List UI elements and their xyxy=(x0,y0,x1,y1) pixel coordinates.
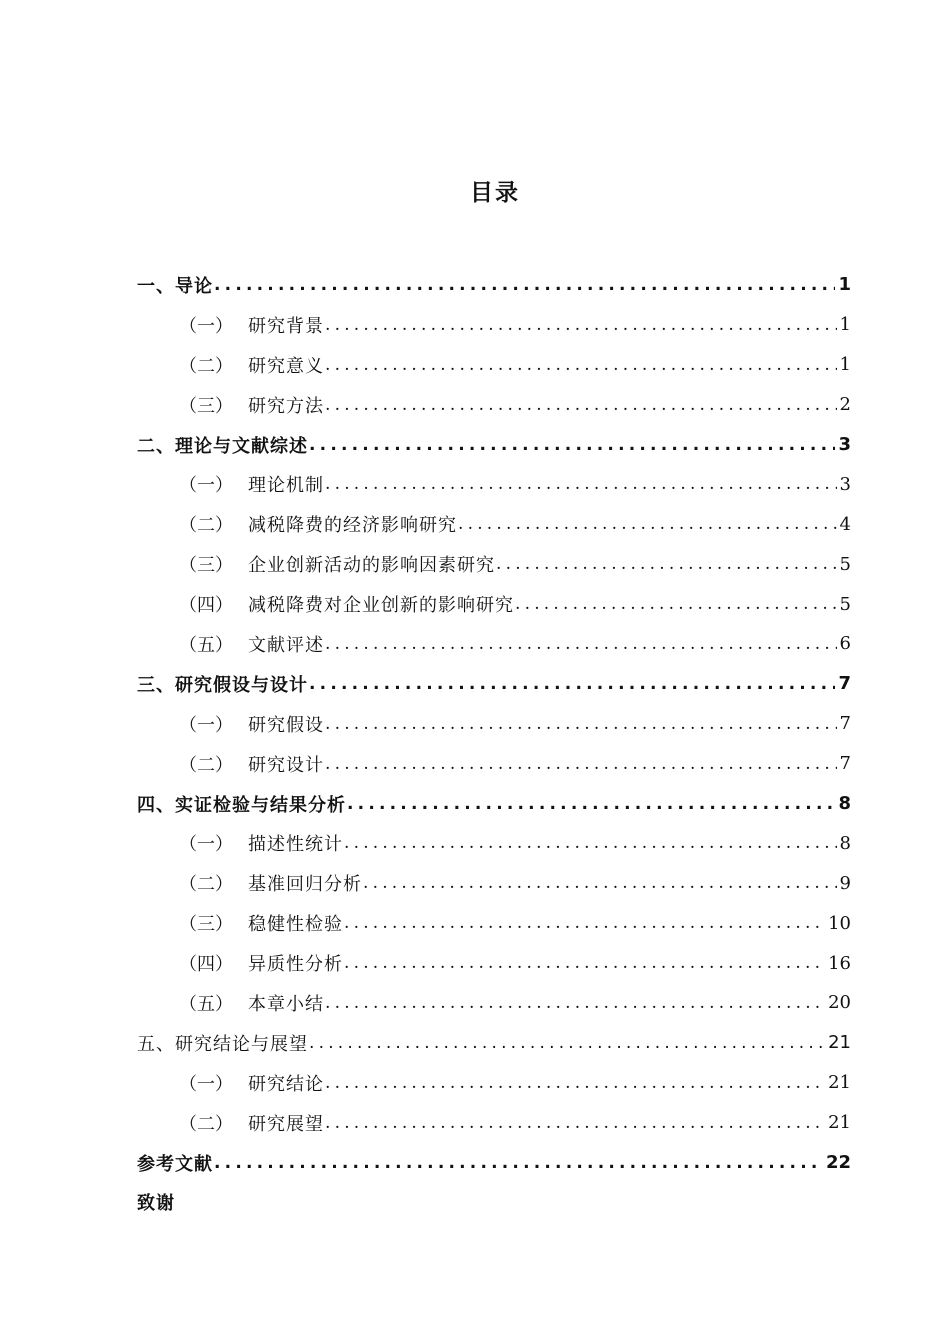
toc-entry-label: 描述性统计 xyxy=(248,834,343,856)
toc-section-number: （二） xyxy=(179,874,233,896)
toc-entry-label: 二、理论与文献综述 xyxy=(137,435,308,457)
toc-entry-section[interactable] xyxy=(137,584,851,624)
toc-entry-section[interactable] xyxy=(137,305,851,345)
toc-page-number: 4 xyxy=(839,513,851,535)
toc-page-number: 21 xyxy=(828,1112,851,1134)
toc-section-number: （一） xyxy=(179,714,233,736)
dot-leader xyxy=(347,794,835,814)
toc-entry-section[interactable] xyxy=(137,464,851,504)
toc-entry-label: 一、导论 xyxy=(137,275,213,297)
dot-leader xyxy=(214,275,835,295)
toc-page-number: 9 xyxy=(839,872,851,894)
toc-entry-section[interactable] xyxy=(137,943,851,983)
toc-page-number: 8 xyxy=(839,832,851,854)
toc-entry-label: 研究背景 xyxy=(248,315,324,337)
toc-entry-label: 稳健性检验 xyxy=(248,914,343,936)
toc-entry-section[interactable] xyxy=(137,345,851,385)
dot-leader xyxy=(363,873,837,893)
toc-entry-section[interactable] xyxy=(137,983,851,1023)
toc-section-number: （三） xyxy=(179,555,233,577)
toc-page-number: 5 xyxy=(839,593,851,615)
toc-page-number: 3 xyxy=(839,473,851,495)
page-title: 目录 xyxy=(470,180,520,206)
dot-leader xyxy=(344,913,825,933)
toc-entry-section[interactable] xyxy=(137,1063,851,1103)
dot-leader xyxy=(325,634,837,654)
toc-page-number: 16 xyxy=(828,952,851,974)
toc-entry-label: 致谢 xyxy=(137,1193,175,1215)
toc-entry-label: 研究结论 xyxy=(248,1073,324,1095)
toc-entry-label: 基准回归分析 xyxy=(248,874,362,896)
dot-leader xyxy=(325,1113,825,1133)
toc-entry-section[interactable] xyxy=(137,1103,851,1143)
toc-entry-section[interactable] xyxy=(137,504,851,544)
toc-page-number: 6 xyxy=(839,633,851,655)
toc-entry-section[interactable] xyxy=(137,385,851,425)
dot-leader xyxy=(344,953,825,973)
toc-entry-label: 研究假设 xyxy=(248,714,324,736)
toc-entry-label: 文献评述 xyxy=(248,634,324,656)
toc-page-number: 7 xyxy=(839,753,851,775)
dot-leader xyxy=(309,435,835,455)
toc-entry-acknowledgements[interactable] xyxy=(137,1182,851,1222)
dot-leader xyxy=(325,395,837,415)
toc-entry-chapter-4[interactable] xyxy=(137,784,851,824)
dot-leader xyxy=(515,594,837,614)
dot-leader xyxy=(325,474,837,494)
toc-entry-chapter-1[interactable] xyxy=(137,265,851,305)
toc-entry-label: 三、研究假设与设计 xyxy=(137,674,308,696)
toc-page-number: 22 xyxy=(825,1152,851,1174)
toc-entry-label: 减税降费对企业创新的影响研究 xyxy=(248,595,514,617)
toc-entry-label: 企业创新活动的影响因素研究 xyxy=(248,555,495,577)
toc-entry-section[interactable] xyxy=(137,624,851,664)
toc-entry-label: 理论机制 xyxy=(248,475,324,497)
toc-page-number: 1 xyxy=(839,314,851,336)
toc-page-number: 7 xyxy=(838,673,851,695)
toc-section-number: （二） xyxy=(179,355,233,377)
dot-leader xyxy=(309,674,835,694)
toc-entry-label: 本章小结 xyxy=(248,993,324,1015)
toc-section-number: （四） xyxy=(179,595,233,617)
toc-section-number: （一） xyxy=(179,315,233,337)
toc-page-number: 7 xyxy=(839,713,851,735)
dot-leader xyxy=(309,1033,825,1053)
toc-entry-section[interactable] xyxy=(137,863,851,903)
dot-leader xyxy=(344,833,837,853)
toc-page-number: 2 xyxy=(839,394,851,416)
toc-page-number: 8 xyxy=(838,793,851,815)
toc-section-number: （二） xyxy=(179,1113,233,1135)
toc-entry-section[interactable] xyxy=(137,823,851,863)
dot-leader xyxy=(325,993,825,1013)
toc-entry-label: 五、研究结论与展望 xyxy=(137,1033,308,1055)
dot-leader xyxy=(496,554,837,574)
toc-entry-section[interactable] xyxy=(137,704,851,744)
toc-section-number: （一） xyxy=(179,1073,233,1095)
toc-page-number: 21 xyxy=(828,1072,851,1094)
toc-entry-label: 研究设计 xyxy=(248,754,324,776)
toc-entry-chapter-3[interactable] xyxy=(137,664,851,704)
dot-leader xyxy=(458,514,837,534)
toc-page-number: 20 xyxy=(828,992,851,1014)
toc-section-number: （二） xyxy=(179,754,233,776)
dot-leader xyxy=(325,315,837,335)
dot-leader xyxy=(325,754,837,774)
toc-page-number: 3 xyxy=(838,434,851,455)
toc-section-number: （五） xyxy=(179,993,233,1015)
dot-leader xyxy=(325,355,837,375)
toc-section-number: （二） xyxy=(179,515,233,537)
toc-entry-label: 研究展望 xyxy=(248,1113,324,1135)
toc-entry-label: 研究方法 xyxy=(248,395,324,417)
toc-entry-references[interactable] xyxy=(137,1143,851,1183)
toc-entry-section[interactable] xyxy=(137,903,851,943)
toc-entry-section[interactable] xyxy=(137,544,851,584)
dot-leader xyxy=(325,1073,825,1093)
toc-section-number: （一） xyxy=(179,475,233,497)
toc-page-number: 10 xyxy=(828,912,851,934)
toc-entry-chapter-2[interactable] xyxy=(137,425,851,465)
toc-section-number: （三） xyxy=(179,914,233,936)
dot-leader xyxy=(325,714,837,734)
toc-entry-label: 异质性分析 xyxy=(248,954,343,976)
toc-page-number: 1 xyxy=(838,274,851,296)
toc-entry-chapter-5[interactable] xyxy=(137,1023,851,1063)
toc-section-number: （五） xyxy=(179,634,233,656)
toc-entry-label: 四、实证检验与结果分析 xyxy=(137,794,346,816)
toc-page-number: 5 xyxy=(839,553,851,575)
toc-section-number: （一） xyxy=(179,834,233,856)
dot-leader xyxy=(214,1153,823,1173)
toc-page-number: 1 xyxy=(839,354,851,376)
toc-entry-label: 研究意义 xyxy=(248,355,324,377)
table-of-contents xyxy=(137,265,851,1222)
toc-section-number: （四） xyxy=(179,954,233,976)
toc-section-number: （三） xyxy=(179,395,233,417)
toc-entry-label: 减税降费的经济影响研究 xyxy=(248,515,457,537)
toc-entry-label: 参考文献 xyxy=(137,1153,213,1175)
toc-entry-section[interactable] xyxy=(137,744,851,784)
toc-page-number: 21 xyxy=(828,1032,851,1054)
